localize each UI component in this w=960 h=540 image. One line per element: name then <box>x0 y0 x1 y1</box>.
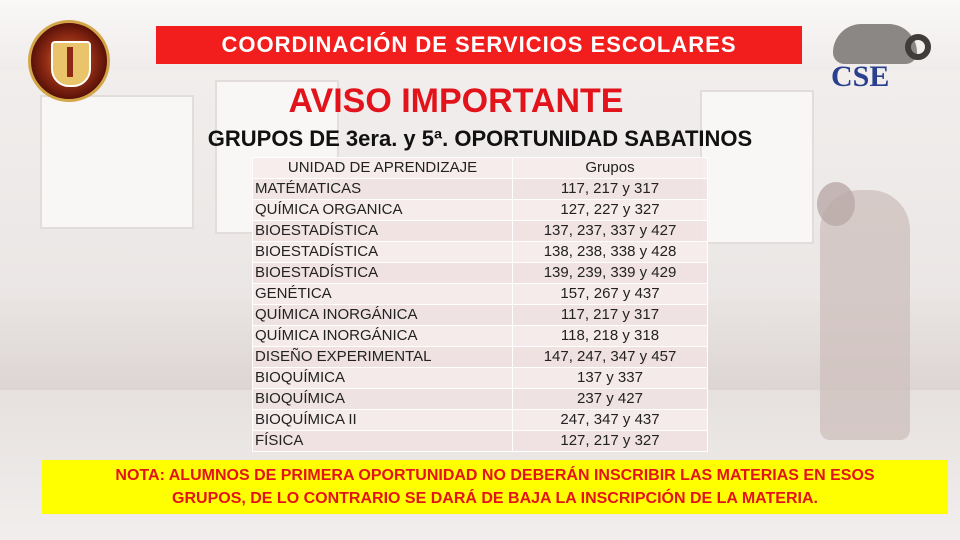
table-row <box>253 326 708 347</box>
table-row <box>253 368 708 389</box>
table-row <box>253 200 708 221</box>
groups-cell: 117, 217 y 317 <box>513 305 708 326</box>
subject-cell: FÍSICA <box>253 431 513 452</box>
groups-cell: 139, 239, 339 y 429 <box>513 263 708 284</box>
groups-cell: 147, 247, 347 y 457 <box>513 347 708 368</box>
groups-cell: 138, 238, 338 y 428 <box>513 242 708 263</box>
groups-cell: 137 y 337 <box>513 368 708 389</box>
table-row <box>253 242 708 263</box>
raccoon-tail-icon <box>905 34 931 60</box>
table-row <box>253 347 708 368</box>
subject-cell: BIOESTADÍSTICA <box>253 242 513 263</box>
subject-cell: QUÍMICA INORGÁNICA <box>253 305 513 326</box>
subject-cell: MATÉMATICAS <box>253 179 513 200</box>
table-header-row <box>253 158 708 179</box>
subject-cell: GENÉTICA <box>253 284 513 305</box>
groups-cell: 127, 217 y 327 <box>513 431 708 452</box>
table-row <box>253 221 708 242</box>
subject-cell: DISEÑO EXPERIMENTAL <box>253 347 513 368</box>
groups-cell: 157, 267 y 437 <box>513 284 708 305</box>
background-person-head <box>817 182 855 226</box>
table-row <box>253 431 708 452</box>
note-line-1: NOTA: ALUMNOS DE PRIMERA OPORTUNIDAD NO DEBERÁN INSCRIBIR LAS MATERIAS EN ESOS <box>115 467 875 484</box>
column-header-subject: UNIDAD DE APRENDIZAJE <box>253 158 513 179</box>
column-header-groups: Grupos <box>513 158 708 179</box>
subject-cell: QUÍMICA ORGANICA <box>253 200 513 221</box>
department-banner: COORDINACIÓN DE SERVICIOS ESCOLARES <box>156 26 802 64</box>
warning-note <box>42 460 948 514</box>
page-subtitle: GRUPOS DE 3era. y 5ª. OPORTUNIDAD SABATINOS <box>207 126 753 151</box>
subject-cell: BIOESTADÍSTICA <box>253 221 513 242</box>
groups-table <box>252 157 708 452</box>
subject-cell: QUÍMICA INORGÁNICA <box>253 326 513 347</box>
subject-cell: BIOESTADÍSTICA <box>253 263 513 284</box>
subject-cell: BIOQUÍMICA <box>253 389 513 410</box>
groups-cell: 247, 347 y 437 <box>513 410 708 431</box>
table-row <box>253 179 708 200</box>
subject-cell: BIOQUÍMICA <box>253 368 513 389</box>
note-line-2: GRUPOS, DE LO CONTRARIO SE DARÁ DE BAJA LA INSCRIPCIÓN DE LA MATERIA. <box>172 490 818 507</box>
table-row <box>253 410 708 431</box>
page-title: AVISO IMPORTANTE <box>288 82 624 120</box>
groups-cell: 137, 237, 337 y 427 <box>513 221 708 242</box>
background-person <box>820 190 910 440</box>
groups-cell: 127, 227 y 327 <box>513 200 708 221</box>
table-row <box>253 284 708 305</box>
cse-logo-text: CSE <box>831 60 890 93</box>
seal-shield-icon <box>51 41 91 87</box>
groups-cell: 237 y 427 <box>513 389 708 410</box>
groups-cell: 117, 217 y 317 <box>513 179 708 200</box>
subject-cell: BIOQUÍMICA II <box>253 410 513 431</box>
table-row <box>253 389 708 410</box>
groups-cell: 118, 218 y 318 <box>513 326 708 347</box>
table-row <box>253 305 708 326</box>
table-row <box>253 263 708 284</box>
